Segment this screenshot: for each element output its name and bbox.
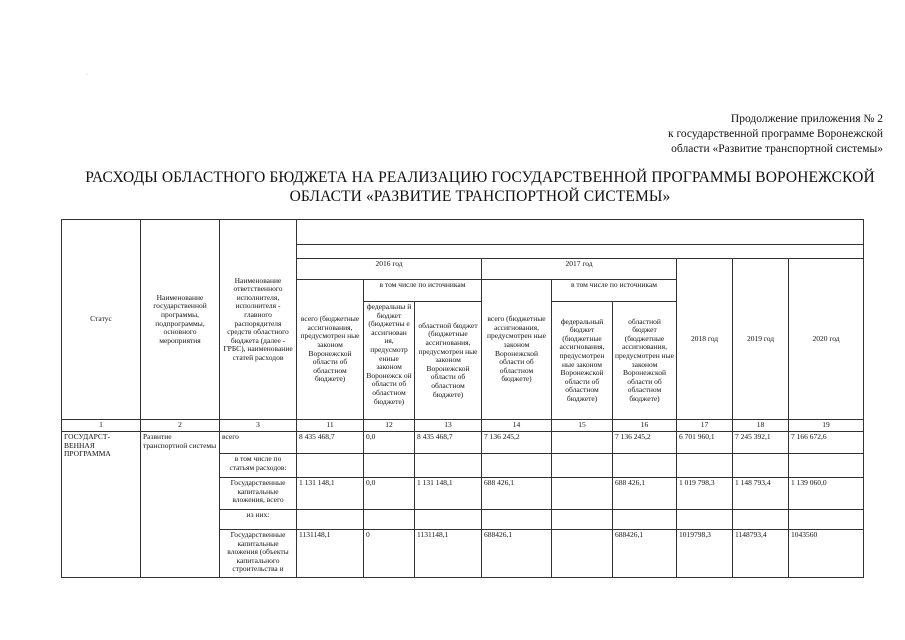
- cell-value: [613, 510, 677, 530]
- col-number: 19: [789, 420, 864, 432]
- cell-value: [552, 510, 613, 530]
- cell-value: [733, 510, 789, 530]
- cell-value: 0: [364, 530, 415, 578]
- budget-table: [61, 219, 864, 578]
- cell-value: 8 435 468,7: [415, 432, 482, 454]
- cell-value: [297, 510, 364, 530]
- row-status: ГОСУДАРСТ-ВЕННАЯ ПРОГРАММА: [62, 432, 141, 578]
- header-sources-2016: в том числе по источникам: [364, 280, 482, 302]
- cell-value: 0,0: [364, 478, 415, 510]
- col-number: 1: [62, 420, 141, 432]
- col-number: 18: [733, 420, 789, 432]
- header-regional-2017: областной бюджет (бюджетные ассигнования, предусмотрен ные законом Воронежской области об областном бюджете): [613, 302, 677, 420]
- cell-value: 1 148 793,4: [733, 478, 789, 510]
- cell-value: [297, 454, 364, 478]
- cell-value: 6 701 960,1: [677, 432, 733, 454]
- col-number: 12: [364, 420, 415, 432]
- col-number: 2: [141, 420, 220, 432]
- col-number: 17: [677, 420, 733, 432]
- col-number: 14: [482, 420, 552, 432]
- annex-line-3: области «Развитие транспортной системы»: [671, 143, 883, 155]
- header-sources-2017: в том числе по источникам: [552, 280, 677, 302]
- row-label: Государственные капитальные вложения, всего: [220, 478, 297, 510]
- cell-value: 8 435 468,7: [297, 432, 364, 454]
- header-2019: 2019 год: [733, 259, 789, 420]
- cell-value: 7 136 245,2: [613, 432, 677, 454]
- cell-value: [789, 454, 864, 478]
- header-top-blank: [297, 220, 864, 245]
- cell-value: [552, 478, 613, 510]
- cell-value: 7 166 672,6: [789, 432, 864, 454]
- row-label: всего: [220, 432, 297, 454]
- header-regional-2016: областной бюджет (бюджетные ассигнования, предусмотрен ные законом Воронежской области об областном бюджете): [415, 302, 482, 420]
- cell-value: [415, 510, 482, 530]
- header-federal-2017: федеральный бюджет (бюджетные ассигнования, предусмотрен ные законом Воронежской области об областном бюджете): [552, 302, 613, 420]
- header-year-2017: 2017 год: [482, 259, 677, 280]
- table-row: [62, 432, 864, 454]
- cell-value: 688 426,1: [613, 478, 677, 510]
- cell-value: [789, 510, 864, 530]
- col-number: 11: [297, 420, 364, 432]
- cell-value: 0,0: [364, 432, 415, 454]
- col-number: 13: [415, 420, 482, 432]
- cell-value: 1131148,1: [415, 530, 482, 578]
- cell-value: [364, 510, 415, 530]
- cell-value: 688 426,1: [482, 478, 552, 510]
- cell-value: 1 139 060,0: [789, 478, 864, 510]
- header-total-2017: всего (бюджетные ассигнования, предусмотрен ные законом Воронежской области об областном бюджете): [482, 280, 552, 420]
- row-program: Развитие транспортной системы: [141, 432, 220, 578]
- col-number: 3: [220, 420, 297, 432]
- cell-value: 688426,1: [482, 530, 552, 578]
- header-year-2016: 2016 год: [297, 259, 482, 280]
- cell-value: [552, 454, 613, 478]
- title-line-1: РАСХОДЫ ОБЛАСТНОГО БЮДЖЕТА НА РЕАЛИЗАЦИЮ ГОСУДАРСТВЕННОЙ ПРОГРАММЫ ВОРОНЕЖСКОЙ: [85, 169, 875, 186]
- cell-value: 1043560: [789, 530, 864, 578]
- cell-value: 1 131 148,1: [415, 478, 482, 510]
- row-label: Государственные капитальные вложения (объекты капитального строительства и: [220, 530, 297, 578]
- cell-value: [677, 510, 733, 530]
- cell-value: [364, 454, 415, 478]
- header-executor: Наименование ответственного исполнителя, исполнителя - главного распорядителя средств областного бюджета (далее - ГРБС), наименование статей расходов: [220, 220, 297, 420]
- cell-value: 688426,1: [613, 530, 677, 578]
- header-status: Статус: [62, 220, 141, 420]
- header-second-blank: [297, 245, 864, 259]
- cell-value: 7 136 245,2: [482, 432, 552, 454]
- cell-value: [415, 454, 482, 478]
- cell-value: 1148793,4: [733, 530, 789, 578]
- header-2018: 2018 год: [677, 259, 733, 420]
- annex-line-1: Продолжение приложения № 2: [730, 113, 883, 125]
- cell-value: [677, 454, 733, 478]
- cell-value: 7 245 392,1: [733, 432, 789, 454]
- cell-value: 1019798,3: [677, 530, 733, 578]
- col-number: 15: [552, 420, 613, 432]
- header-federal-2016: федеральны й бюджет (бюджетны е ассигнован ия, предусмотр енные законом Воронежск ой области об областном бюджете): [364, 302, 415, 420]
- row-label: из них:: [220, 510, 297, 530]
- cell-value: [482, 510, 552, 530]
- cell-value: 1131148,1: [297, 530, 364, 578]
- cell-value: 1 131 148,1: [297, 478, 364, 510]
- row-label: в том числе по статьям расходов:: [220, 454, 297, 478]
- cell-value: [552, 530, 613, 578]
- cell-value: [733, 454, 789, 478]
- title-line-2: ОБЛАСТИ «РАЗВИТИЕ ТРАНСПОРТНОЙ СИСТЕМЫ»: [289, 188, 671, 205]
- cell-value: [552, 432, 613, 454]
- col-number: 16: [613, 420, 677, 432]
- header-program: Наименование государственной программы, подпрограммы, основного мероприятия: [141, 220, 220, 420]
- cell-value: 1 019 798,3: [677, 478, 733, 510]
- annex-line-2: к государственной программе Воронежской: [668, 128, 883, 140]
- cell-value: [482, 454, 552, 478]
- annex-note: [668, 112, 883, 157]
- stray-mark: ·: [86, 72, 88, 78]
- cell-value: [613, 454, 677, 478]
- header-total-2016: всего (бюджетные ассигнования, предусмотрен ные законом Воронежской области об областном бюджете): [297, 280, 364, 420]
- document-title: [60, 168, 900, 206]
- header-2020: 2020 год: [789, 259, 864, 420]
